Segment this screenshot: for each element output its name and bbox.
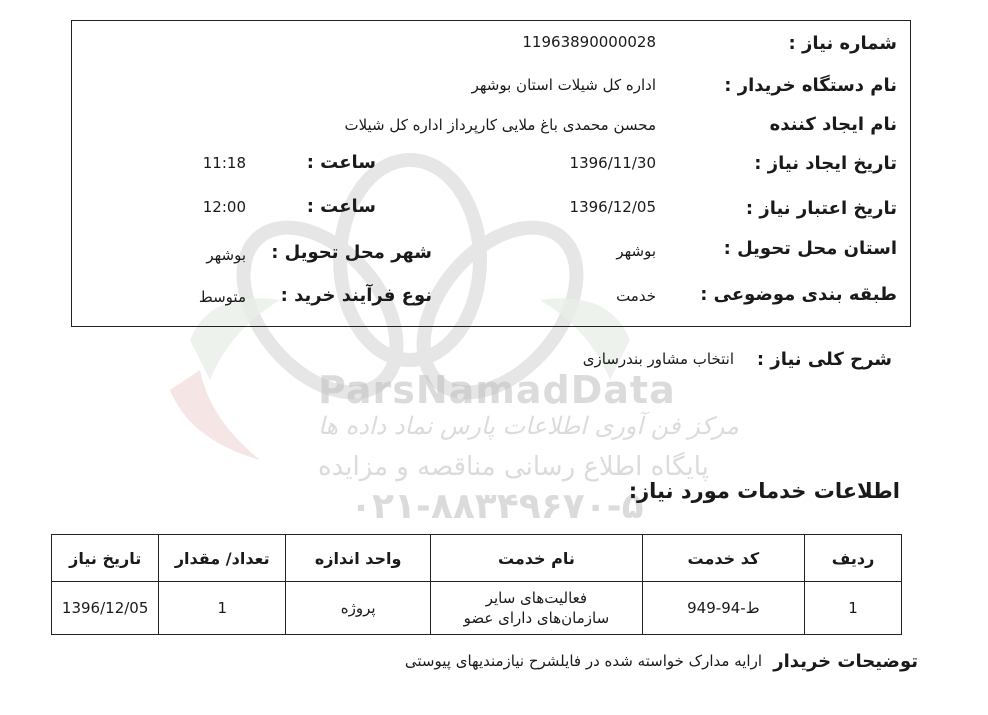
table-row xyxy=(52,582,902,635)
process-type-label: نوع فرآیند خرید : xyxy=(280,285,432,306)
col-header-service-code: کد خدمت xyxy=(642,535,804,582)
category-label: طبقه بندی موضوعی : xyxy=(700,284,897,305)
creator-value: محسن محمدی باغ ملایی کارپرداز اداره کل شیلات xyxy=(344,116,656,134)
col-header-service-name: نام خدمت xyxy=(431,535,642,582)
buyer-org-label: نام دستگاه خریدار : xyxy=(724,75,897,96)
need-number-label: شماره نیاز : xyxy=(788,33,897,54)
services-table xyxy=(51,534,902,635)
created-date-value: 1396/11/30 xyxy=(569,154,656,172)
col-header-unit: واحد اندازه xyxy=(286,535,431,582)
services-table-header-row xyxy=(52,535,902,582)
category-value: خدمت xyxy=(616,287,656,305)
delivery-city-label: شهر محل تحویل : xyxy=(271,242,432,263)
need-number-value: 11963890000028 xyxy=(522,33,656,51)
valid-date-value: 1396/12/05 xyxy=(569,198,656,216)
valid-date-label: تاریخ اعتبار نیاز : xyxy=(745,198,897,219)
watermark-line1: مرکز فن آوری اطلاعات پارس نماد داده ها xyxy=(318,412,739,440)
delivery-province-label: استان محل تحویل : xyxy=(723,238,897,259)
col-header-need-date: تاریخ نیاز xyxy=(52,535,159,582)
delivery-province-value: بوشهر xyxy=(616,242,656,260)
watermark-phone: ۰۲۱-۸۸۳۴۹۶۷۰-۵ xyxy=(350,486,644,527)
created-time-value: 11:18 xyxy=(202,154,246,172)
created-time-label: ساعت : xyxy=(306,152,376,173)
service-name-line2: سازمان‌های دارای عضو xyxy=(463,609,610,627)
cell-service-name xyxy=(431,582,642,635)
valid-time-value: 12:00 xyxy=(202,198,246,216)
valid-time-label: ساعت : xyxy=(306,196,376,217)
summary-value: انتخاب مشاور بندرسازی xyxy=(582,350,734,368)
buyer-notes-label: توضیحات خریدار xyxy=(773,651,918,672)
watermark-line2: پایگاه اطلاع رسانی مناقصه و مزایده xyxy=(318,452,709,482)
created-date-label: تاریخ ایجاد نیاز : xyxy=(754,153,897,174)
process-type-value: متوسط xyxy=(198,288,246,306)
services-heading: اطلاعات خدمات مورد نیاز: xyxy=(628,479,900,503)
col-header-row-number: ردیف xyxy=(805,535,902,582)
creator-label: نام ایجاد کننده xyxy=(769,114,897,135)
cell-quantity: 1 xyxy=(159,582,286,635)
watermark-brand: ParsNamadData xyxy=(318,368,676,412)
cell-row-number: 1 xyxy=(805,582,902,635)
cell-need-date: 1396/12/05 xyxy=(52,582,159,635)
col-header-quantity: تعداد/ مقدار xyxy=(159,535,286,582)
buyer-org-value: اداره کل شیلات استان بوشهر xyxy=(471,76,656,94)
cell-unit: پروژه xyxy=(286,582,431,635)
delivery-city-value: بوشهر xyxy=(206,246,246,264)
service-name-line1: فعالیت‌های سایر xyxy=(485,589,588,607)
cell-service-code: ط-94-949 xyxy=(642,582,804,635)
buyer-notes-value: ارایه مدارک خواسته شده در فایلشرح نیازمندیهای پیوستی xyxy=(404,652,762,670)
summary-label: شرح کلی نیاز : xyxy=(756,349,892,370)
